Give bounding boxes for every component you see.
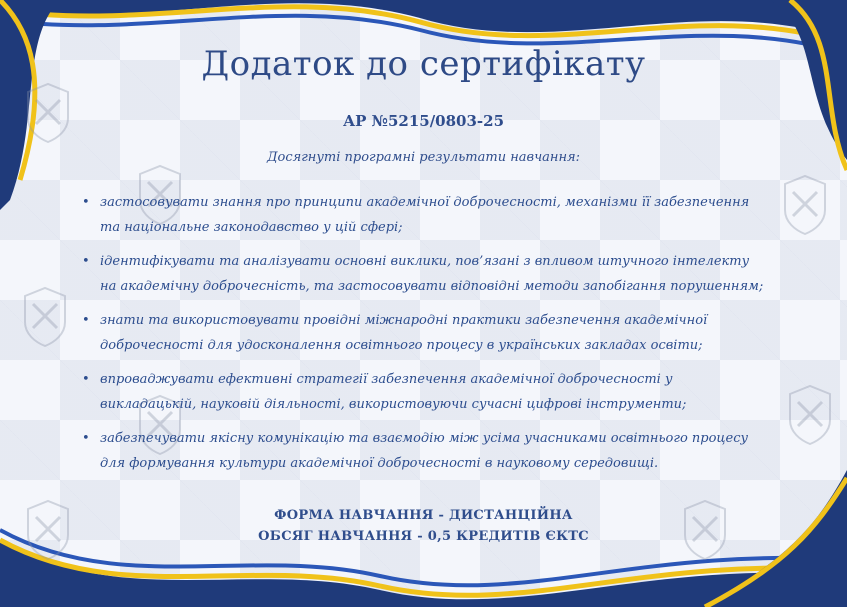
bullet-icon: •	[82, 313, 90, 328]
document-title: Додаток до сертифікату	[201, 44, 646, 84]
list-item	[78, 426, 808, 476]
certificate-number: АР №5215/0803-25	[342, 112, 505, 130]
outcome-line: доброчесності для удосконалення освітнього процесу в українських закладах освіти;	[100, 338, 703, 353]
bullet-icon: •	[82, 254, 90, 269]
bullet-icon: •	[82, 372, 90, 387]
list-item	[78, 249, 808, 299]
outcome-line: застосовувати знання про принципи академічної доброчесності, механізми її забезпечення	[100, 195, 750, 210]
list-item	[78, 308, 808, 358]
list-item	[78, 190, 808, 240]
outcomes-list	[78, 190, 808, 485]
outcome-line: впроваджувати ефективні стратегії забезпечення академічної доброчесності у	[100, 372, 673, 387]
study-volume: ОБСЯГ НАВЧАННЯ - 0,5 КРЕДИТІВ ЄКТС	[258, 529, 589, 544]
crest-watermark-icon	[18, 78, 78, 144]
outcome-line: та національне законодавство у цій сфері;	[100, 220, 403, 235]
list-item	[78, 367, 808, 417]
crest-watermark-icon	[15, 282, 75, 348]
outcome-line: на академічну доброчесність, та застосовувати відповідні методи запобігання порушенням;	[100, 279, 764, 294]
crest-watermark-icon	[18, 495, 78, 561]
outcome-line: для формування культури академічної доброчесності в науковому середовищі.	[100, 456, 659, 471]
outcome-line: забезпечувати якісну комунікацію та взаємодію між усіма учасниками освітнього процесу	[100, 431, 749, 446]
bullet-icon: •	[82, 195, 90, 210]
crest-watermark-icon	[675, 495, 735, 561]
bullet-icon: •	[82, 431, 90, 446]
study-form: ФОРМА НАВЧАННЯ - ДИСТАНЦІЙНА	[274, 508, 573, 523]
outcomes-heading: Досягнуті програмні результати навчання:	[266, 150, 581, 165]
outcome-line: знати та використовувати провідні міжнародні практики забезпечення академічної	[100, 313, 708, 328]
outcome-line: викладацькій, науковій діяльності, використовуючи сучасні цифрові інструменти;	[100, 397, 687, 412]
outcome-line: ідентифікувати та аналізувати основні виклики, пов’язані з впливом штучного інтелекту	[100, 254, 750, 269]
